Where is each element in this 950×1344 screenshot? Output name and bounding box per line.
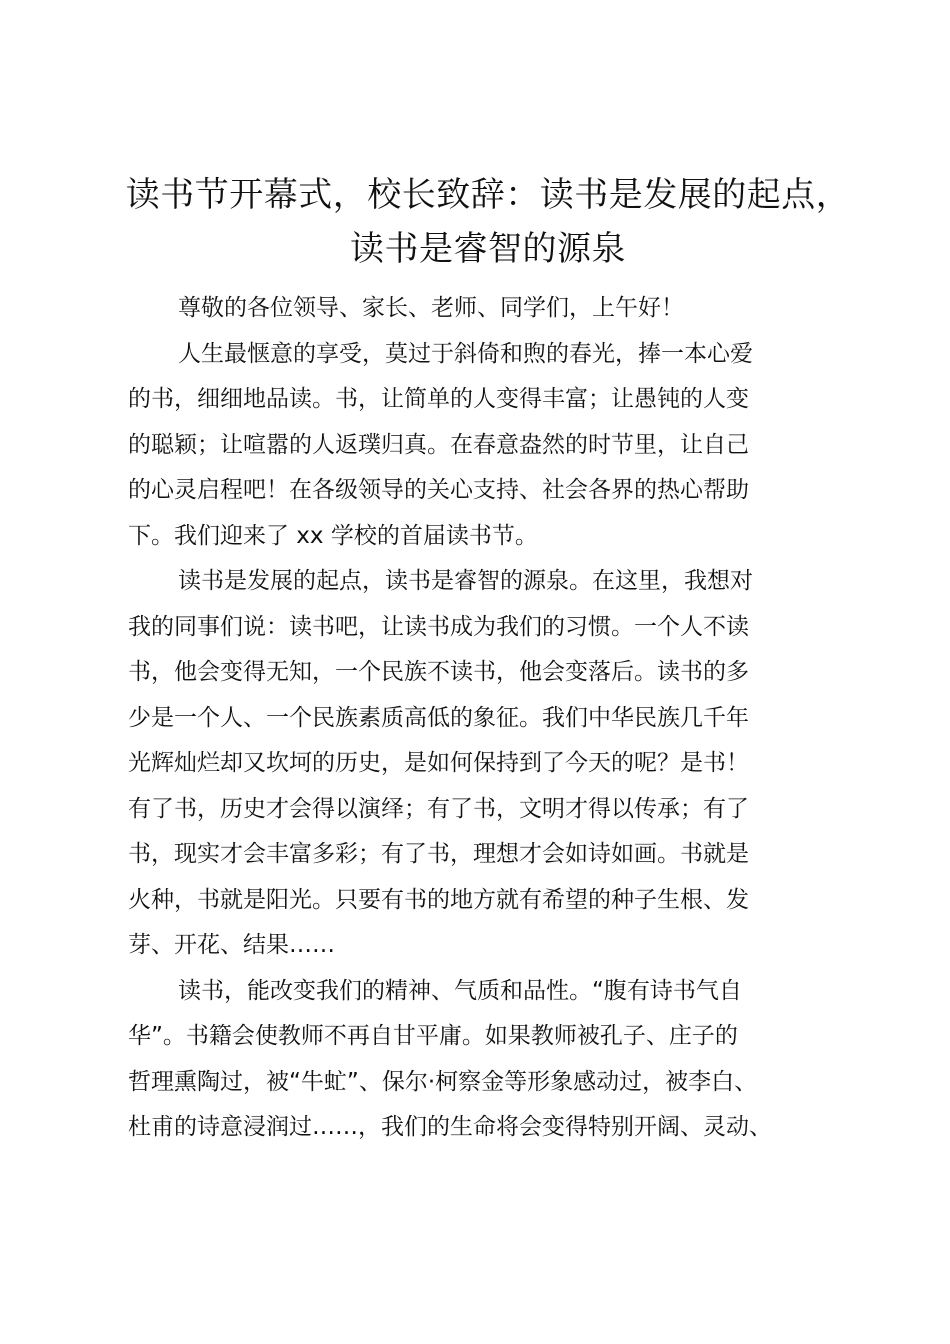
document-body (128, 286, 840, 1151)
body-line: 读书是发展的起点，读书是睿智的源泉。在这里，我想对 (178, 568, 753, 594)
body-line: 光辉灿烂却又坎坷的历史，是如何保持到了今天的呢？是书！ (128, 750, 749, 776)
body-line: 哲理熏陶过，被“牛虻”、保尔·柯察金等形象感动过，被李白、 (128, 1068, 758, 1095)
body-line: 华”。书籍会使教师不再自甘平庸。如果教师被孔子、庄子的 (128, 1023, 738, 1049)
body-line: 书，他会变得无知，一个民族不读书，他会变落后。读书的多 (128, 659, 749, 685)
body-line: 芽、开花、结果…… (128, 932, 335, 958)
title-line-1: 读书节开幕式，校长致辞：读书是发展的起点， (125, 175, 851, 215)
body-line: 有了书，历史才会得以演绎；有了书，文明才得以传承；有了 (128, 795, 749, 822)
body-line: 杜甫的诗意浸润过……，我们的生命将会变得特别开阔、灵动、 (128, 1114, 772, 1140)
document-title (118, 168, 858, 276)
body-line: 下。我们迎来了 xx 学校的首届读书节。 (128, 522, 538, 549)
body-line: 尊敬的各位领导、家长、老师、同学们，上午好！ (178, 295, 684, 321)
document-page (125, 168, 851, 1151)
body-line: 的聪颖；让喧嚣的人返璞归真。在春意盎然的时节里，让自己 (128, 431, 749, 458)
body-line: 书，现实才会丰富多彩；有了书，理想才会如诗如画。书就是 (128, 841, 749, 867)
body-line: 少是一个人、一个民族素质高低的象征。我们中华民族几千年 (128, 704, 749, 731)
body-line: 读书，能改变我们的精神、气质和品性。“腹有诗书气自 (178, 977, 742, 1004)
body-line: 的心灵启程吧！在各级领导的关心支持、社会各界的热心帮助 (128, 477, 749, 503)
title-line-2: 读书是睿智的源泉 (350, 229, 626, 269)
body-line: 人生最惬意的享受，莫过于斜倚和煦的春光，捧一本心爱 (178, 340, 753, 367)
body-line: 火种，书就是阳光。只要有书的地方就有希望的种子生根、发 (128, 886, 749, 913)
body-line: 的书，细细地品读。书，让简单的人变得丰富；让愚钝的人变 (128, 386, 749, 412)
body-line: 我的同事们说：读书吧，让读书成为我们的习惯。一个人不读 (128, 613, 749, 640)
